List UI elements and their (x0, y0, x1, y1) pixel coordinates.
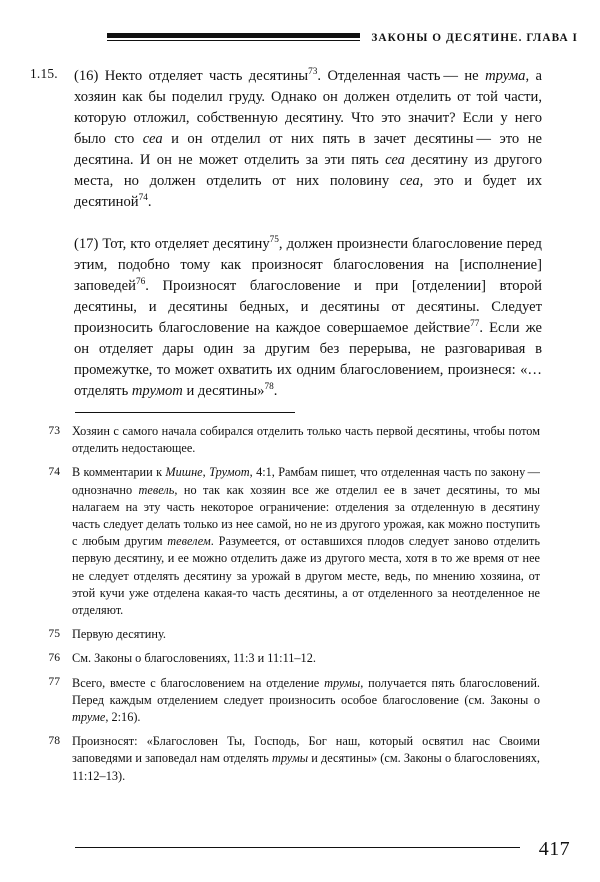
footnote-number: 76 (48, 651, 60, 665)
footnote-item (0, 733, 570, 785)
footnote-number: 78 (48, 733, 60, 747)
footnote-number: 73 (48, 423, 60, 437)
footnotes-area (0, 423, 600, 792)
body-text-area (0, 66, 600, 402)
footnote-item (0, 650, 570, 667)
footnote-separator-rule (75, 412, 295, 413)
section-marker: 1.15. (30, 66, 58, 81)
footnote-text: Произносят: «Благословен Ты, Господь, Бог наш, который освятил нас Своими заповедями и заповедал нам отделять трумы и десятины» (см. Законы о благословениях, 11:12–13). (72, 734, 540, 783)
footnote-number: 75 (48, 626, 60, 640)
footnote-text: В комментарии к Мишне, Трумот, 4:1, Рамбам пишет, что отделенная часть по закону — однозначно тевель, но так как хозяин все же отделил ее в зачет десятины, то мы налагаем на эту часть некоторое ограничение: отделения за отделенную в десятину часть следует делать только из нее самой, но не из другого урожая, как можно поступить с любым другим тевелем. Разумеется, от оставшихся плодов следует заново отделить первую десятину, и ее можно отделить даже из другого места, хотя в то же время от нее не следует отделять десятину за урожай в другом месте, ведь, по мнению хозяина, от этой кучи уже отделена какая-то часть десятины, а от отделенного за неотделенное не отделяют. (72, 465, 540, 618)
footnote-text: Всего, вместе с благословением на отделение трумы, получается пять благословений. Перед каждым отделением следует произносить особое благословение (см. Законы о труме, 2:16). (72, 675, 540, 725)
footnote-number: 77 (48, 675, 60, 689)
running-head (0, 27, 600, 49)
footer-rule (75, 847, 520, 848)
page-footer (0, 838, 600, 878)
footnote-text: Первую десятину. (72, 627, 166, 642)
footnote-text: См. Законы о благословениях, 11:3 и 11:11–12. (72, 651, 316, 666)
footnote-item (0, 423, 570, 457)
footnote-item (0, 464, 570, 619)
footnote-item (0, 675, 570, 727)
paragraph-block (0, 66, 600, 402)
paragraph-16: (16) Некто отделяет часть десятины$^{73}$. Отделенная часть — не трума, а хозяин как бы поделил груду. Однако он должен отделить от той части, которую отложил, собственную десятину. Что это значит? Если у него было сто сеа и он отделил от них пять в зачет десятины — это не десятина. И он не может отделить за эти пять сеа десятину из другого места, но должен отделить от них половину сеа, это и будет их десятиной$^{74}$. (74, 67, 542, 210)
paragraph-17: (17) Тот, кто отделяет десятину$^{75}$, должен произнести благословение перед этим, подобно тому как произносят благословения на [исполнение] заповедей$^{76}$. Произносят благословение и при [отделении] второй десятины, и десятины бедных, и десятины от десятины. Следует произносить благословение на каждое совершаемое действие$^{77}$. Если же он отделяет дары один за другим без перерыва, не разговаривая в промежутке, то может охватить их одним благословением, произнеся: «…отделять трумот и десятины»$^{78}$. (74, 235, 542, 399)
footnote-text: Хозяин с самого начала собирался отделить только часть первой десятины, чтобы потом отделить недостающее. (72, 424, 540, 456)
footnote-number: 74 (48, 465, 60, 478)
double-rule-ornament-icon (107, 33, 360, 44)
footnote-item (0, 626, 570, 643)
page-number: 417 (538, 838, 570, 860)
running-head-title: ЗАКОНЫ О ДЕСЯТИНЕ. ГЛАВА I (371, 32, 578, 44)
